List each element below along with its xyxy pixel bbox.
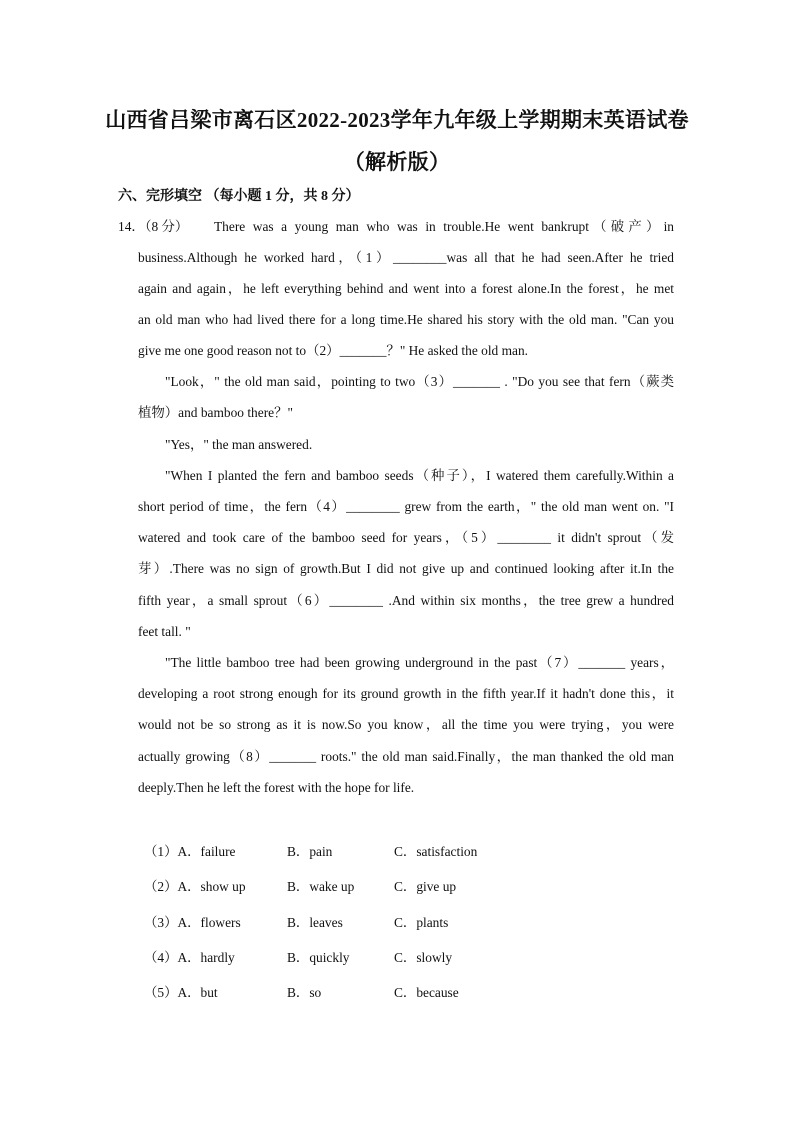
passage-line: again and again，he left everything behind and went into a forest alone.In the forest，he met bbox=[138, 281, 674, 296]
option-b[interactable]: B．quickly bbox=[287, 950, 350, 965]
option-b[interactable]: B．pain bbox=[287, 844, 333, 859]
passage-line: 芽）.There was no sign of growth.But I did not give up and continued looking after it.In the bbox=[138, 561, 674, 576]
option-b[interactable]: B．so bbox=[287, 985, 322, 1000]
section-heading: 六、完形填空 （每小题 1 分，共 8 分） bbox=[118, 189, 360, 204]
option-c[interactable]: C．slowly bbox=[394, 950, 453, 965]
passage-line: developing a root strong enough for its ground growth in the fifth year.If it hadn't done this，it bbox=[138, 686, 674, 701]
option-a[interactable]: （5）A．but bbox=[144, 985, 218, 1000]
option-b[interactable]: B．leaves bbox=[287, 915, 343, 930]
exam-title: 山西省吕梁市离石区2022-2023学年九年级上学期期末英语试卷 bbox=[105, 108, 689, 132]
passage-line: would not be so strong as it is now.So you know，all the time you were trying，you were bbox=[138, 717, 674, 732]
question-number: 14．（8 分） bbox=[118, 219, 189, 234]
passage-line: business.Although he worked hard，（1）________was all that he had seen.After he tried bbox=[138, 250, 674, 265]
passage-line: an old man who had lived there for a long time.He shared his story with the old man. "Can you bbox=[138, 312, 674, 327]
option-c[interactable]: C．because bbox=[394, 985, 459, 1000]
passage-line: feet tall. " bbox=[138, 624, 191, 639]
passage-line: short period of time，the fern（4）________ grew from the earth，" the old man went on. "I bbox=[138, 499, 674, 514]
option-b[interactable]: B．wake up bbox=[287, 879, 355, 894]
option-c[interactable]: C．plants bbox=[394, 915, 449, 930]
option-c[interactable]: C．give up bbox=[394, 879, 457, 894]
passage-line: "Look，" the old man said，pointing to two（3）_______ . "Do you see that fern（蕨类 bbox=[165, 374, 674, 389]
passage-line: give me one good reason not to（2）_______？" He asked the old man. bbox=[138, 343, 529, 358]
passage-line: watered and took care of the bamboo seed for years，（5）________ it didn't sprout（发 bbox=[138, 530, 674, 545]
option-a[interactable]: （1）A．failure bbox=[144, 844, 236, 859]
option-a[interactable]: （2）A．show up bbox=[144, 879, 246, 894]
passage-line: 植物）and bamboo there？" bbox=[138, 405, 293, 420]
option-a[interactable]: （3）A．flowers bbox=[144, 915, 241, 930]
option-c[interactable]: C．satisfaction bbox=[394, 844, 478, 859]
exam-subtitle: （解析版） bbox=[343, 150, 451, 174]
passage-line: fifth year，a small sprout（6）________ .And within six months，the tree grew a hundred bbox=[138, 593, 674, 608]
passage-line: "When I planted the fern and bamboo seeds（种子），I watered them carefully.Within a bbox=[165, 468, 674, 483]
passage-line: "The little bamboo tree had been growing underground in the past（7）_______ years， bbox=[165, 655, 674, 670]
passage-line: deeply.Then he left the forest with the hope for life. bbox=[138, 780, 415, 795]
option-a[interactable]: （4）A．hardly bbox=[144, 950, 235, 965]
passage-line: actually growing（8）_______ roots." the old man said.Finally，the man thanked the old man bbox=[138, 749, 674, 764]
passage-line: "Yes，" the man answered. bbox=[165, 437, 313, 452]
passage-line: There was a young man who was in trouble.He went bankrupt（破产）in bbox=[214, 219, 674, 234]
